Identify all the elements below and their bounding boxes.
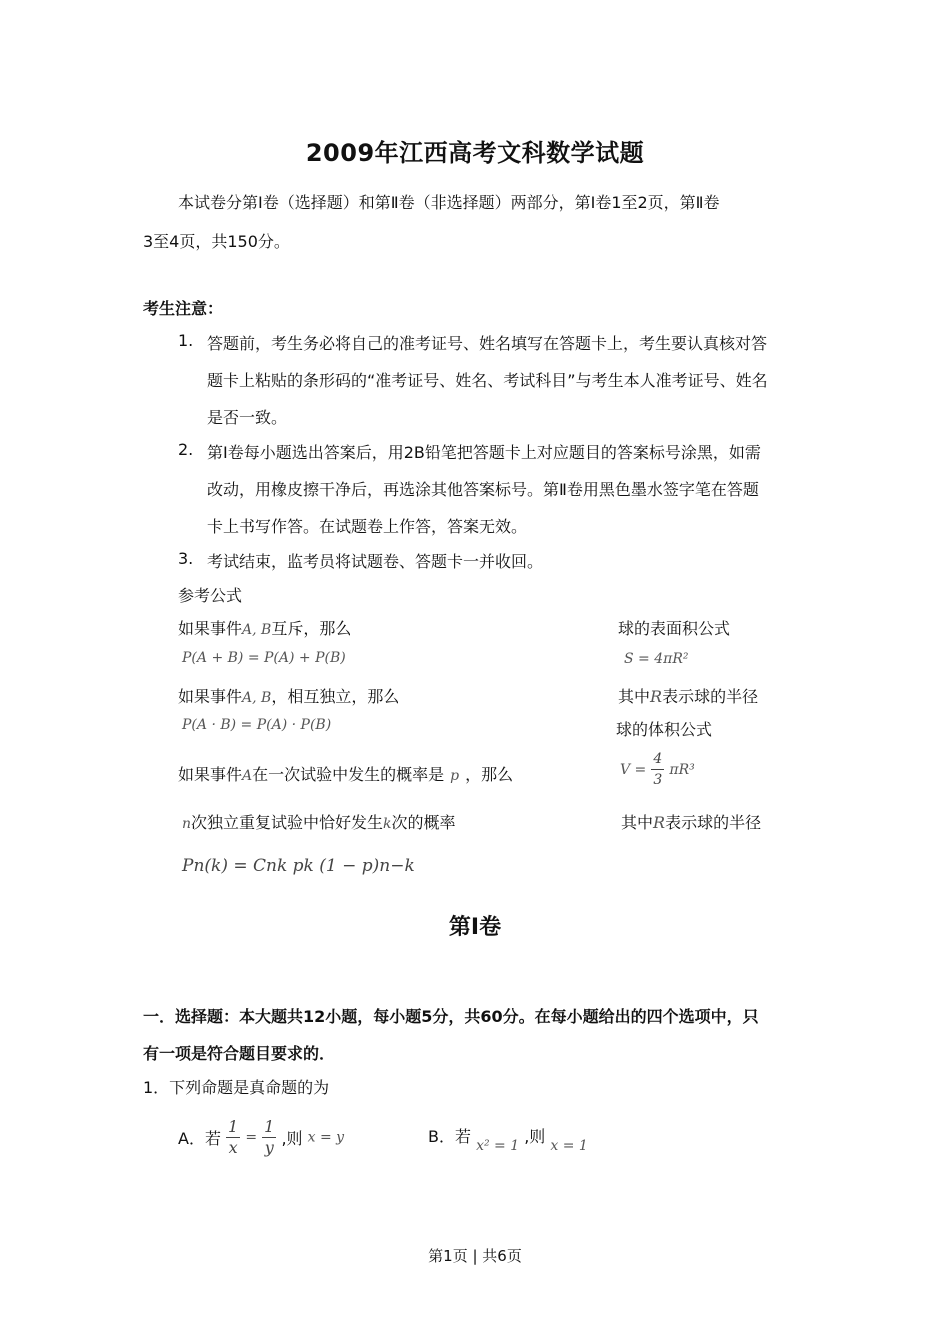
- page-footer: 第1页 | 共6页: [428, 1247, 522, 1265]
- formula-multiplication: P(A · B) = P(A) · P(B): [182, 717, 332, 733]
- section-instruction-line-2: 有一项是符合题目要求的．: [143, 1044, 336, 1063]
- intro-line-2: 3至4页，共150分。: [143, 232, 290, 251]
- formula-independent-text: 如果事件A, B，相互独立，那么: [178, 687, 400, 706]
- notice-item-2-line-2: 改动，用橡皮擦干净后，再选涂其他答案标号。第Ⅱ卷用黑色墨水签字笔在答题: [207, 480, 759, 499]
- section-instruction-line-1: 一．选择题：本大题共12小题，每小题5分，共60分。在每小题给出的四个选项中，只: [143, 1007, 759, 1026]
- notice-heading: 考生注意：: [143, 299, 224, 318]
- notice-item-3-line-1: 考试结束，监考员将试题卷、答题卡一并收回。: [207, 552, 544, 571]
- notice-item-2-line-3: 卡上书写作答。在试题卷上作答，答案无效。: [207, 517, 528, 536]
- notice-item-1-line-2: 题卡上粘贴的条形码的“准考证号、姓名、考试科目”与考生本人准考证号、姓名: [207, 371, 768, 390]
- page-title: 2009年江西高考文科数学试题: [305, 139, 645, 167]
- formula-binomial: Pn(k) = Cnk pk (1 − p)n−k: [182, 856, 415, 876]
- formula-probability-text: 如果事件A在一次试验中发生的概率是 p ，那么: [178, 765, 514, 784]
- fraction-one-over-x: $\frac{1}{x}$: [228, 1117, 239, 1157]
- notice-item-2-line-1: 第Ⅰ卷每小题选出答案后，用2B铅笔把答题卡上对应题目的答案标号涂黑，如需: [207, 443, 761, 462]
- formula-sphere-area-label: 球的表面积公式: [618, 619, 731, 638]
- question-1-stem: 1．下列命题是真命题的为: [143, 1078, 330, 1097]
- math-n: n: [182, 816, 192, 832]
- section-title: 第Ⅰ卷: [448, 915, 502, 940]
- math-r-1: R: [650, 687, 663, 706]
- formula-bernoulli-text: n次独立重复试验中恰好发生k次的概率: [182, 813, 456, 832]
- notice-item-2-number: 2.: [178, 440, 194, 459]
- math-k: k: [383, 816, 392, 832]
- fraction-one-over-y: $\frac{1}{y}$: [264, 1117, 275, 1157]
- intro-line-1: 本试卷分第Ⅰ卷（选择题）和第Ⅱ卷（非选择题）两部分，第Ⅰ卷1至2页，第Ⅱ卷: [178, 193, 720, 212]
- formula-addition: P(A + B) = P(A) + P(B): [182, 650, 346, 666]
- notice-item-1-line-1: 答题前，考生务必将自己的准考证号、姓名填写在答题卡上，考生要认真核对答: [207, 334, 768, 353]
- formula-sphere-area: S = 4πR²: [624, 651, 689, 667]
- formula-heading: 参考公式: [178, 586, 243, 605]
- formula-radius-note-2: 其中R表示球的半径: [621, 813, 762, 832]
- formula-sphere-volume: V = $\frac{4}{3}$ πR³: [620, 751, 695, 788]
- fraction-four-thirds: $\frac{4}{3}$: [653, 751, 663, 788]
- notice-item-3-number: 3.: [178, 549, 194, 568]
- math-ab-2: A, B: [242, 690, 272, 706]
- notice-item-1-number: 1.: [178, 331, 194, 350]
- question-1-option-b: B．若 x² = 1 ,则 x = 1: [428, 1127, 588, 1154]
- notice-item-1-line-3: 是否一致。: [207, 408, 288, 427]
- formula-radius-note-1: 其中R表示球的半径: [618, 687, 759, 706]
- math-p: p: [450, 768, 460, 784]
- math-ab: A, B: [242, 622, 272, 638]
- question-1-option-a: A．若 $\frac{1}{x}$ = $\frac{1}{y}$ ,则 x = y: [178, 1117, 345, 1157]
- math-a: A: [242, 768, 253, 784]
- formula-sphere-volume-label: 球的体积公式: [616, 720, 713, 739]
- formula-mutually-exclusive-text: 如果事件A, B互斥，那么: [178, 619, 352, 638]
- math-r-2: R: [653, 813, 666, 832]
